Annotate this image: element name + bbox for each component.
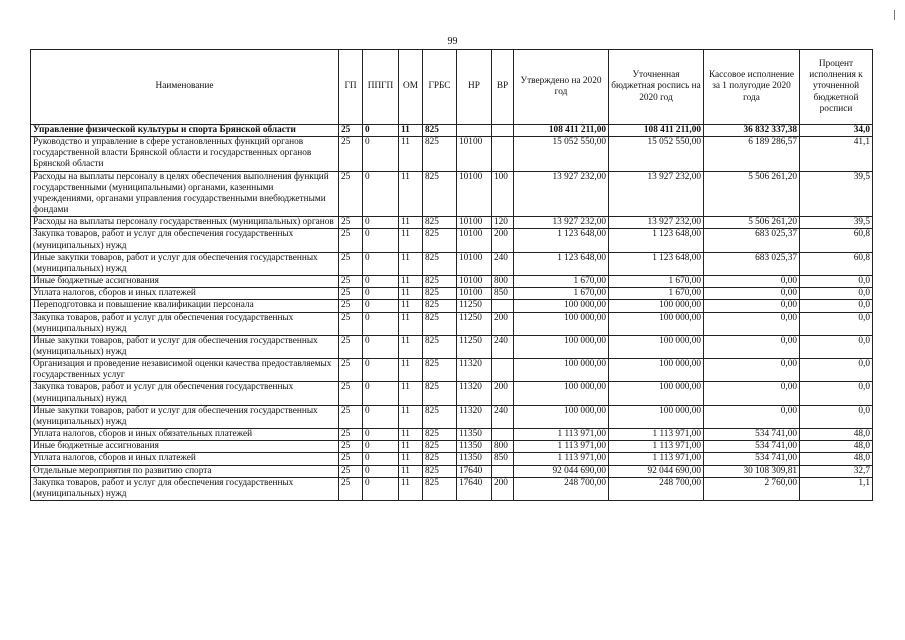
row-vr [492, 429, 514, 441]
row-approved: 1 123 648,00 [514, 229, 609, 252]
row-np: 10100 [457, 276, 492, 288]
row-cash: 36 832 337,38 [704, 125, 800, 137]
row-vr: 200 [492, 477, 514, 500]
row-gp: 25 [339, 252, 363, 275]
header-refined: Уточненная бюджетная роспись на 2020 год [609, 50, 704, 125]
header-name: Наименование [31, 50, 339, 125]
row-grbs: 825 [423, 453, 457, 465]
row-om: 11 [399, 359, 423, 382]
row-name: Руководство и управление в сфере установленных функций органов государственной власти Брянской области и государственных органов Брянской области [31, 137, 339, 171]
row-name: Иные бюджетные ассигнования [31, 276, 339, 288]
row-om: 11 [399, 405, 423, 428]
row-grbs: 825 [423, 137, 457, 171]
row-ppgp: 0 [363, 252, 399, 275]
row-refined: 100 000,00 [609, 300, 704, 312]
row-name: Расходы на выплаты персоналу государственных (муниципальных) органов [31, 217, 339, 229]
row-vr [492, 359, 514, 382]
row-om: 11 [399, 171, 423, 217]
row-name: Закупка товаров, работ и услуг для обеспечения государственных (муниципальных) нужд [31, 229, 339, 252]
row-np: 11250 [457, 312, 492, 335]
row-np: 10100 [457, 288, 492, 300]
row-percent: 48,0 [800, 453, 873, 465]
row-np [457, 125, 492, 137]
row-refined: 15 052 550,00 [609, 137, 704, 171]
row-cash: 534 741,00 [704, 453, 800, 465]
table-row [31, 252, 873, 275]
row-ppgp: 0 [363, 288, 399, 300]
row-grbs: 825 [423, 312, 457, 335]
row-om: 11 [399, 312, 423, 335]
row-np: 11320 [457, 359, 492, 382]
row-cash: 534 741,00 [704, 429, 800, 441]
row-gp: 25 [339, 276, 363, 288]
row-approved: 100 000,00 [514, 382, 609, 405]
row-vr: 240 [492, 405, 514, 428]
row-np: 10100 [457, 137, 492, 171]
row-om: 11 [399, 453, 423, 465]
row-ppgp: 0 [363, 229, 399, 252]
table-row [31, 382, 873, 405]
row-vr: 850 [492, 288, 514, 300]
row-np: 17640 [457, 477, 492, 500]
row-cash: 0,00 [704, 276, 800, 288]
table-row [31, 288, 873, 300]
row-gp: 25 [339, 288, 363, 300]
row-vr: 800 [492, 276, 514, 288]
header-om: ОМ [399, 50, 423, 125]
row-om: 11 [399, 465, 423, 477]
row-np: 17640 [457, 465, 492, 477]
row-grbs: 825 [423, 405, 457, 428]
row-ppgp: 0 [363, 312, 399, 335]
row-name: Управление физической культуры и спорта Брянской области [31, 125, 339, 137]
row-name: Переподготовка и повышение квалификации персонала [31, 300, 339, 312]
row-ppgp: 0 [363, 171, 399, 217]
row-cash: 6 189 286,57 [704, 137, 800, 171]
row-om: 11 [399, 382, 423, 405]
row-gp: 25 [339, 405, 363, 428]
row-om: 11 [399, 300, 423, 312]
row-approved: 92 044 690,00 [514, 465, 609, 477]
row-np: 11250 [457, 335, 492, 358]
row-percent: 0,0 [800, 335, 873, 358]
row-ppgp: 0 [363, 335, 399, 358]
table-header-row [31, 50, 873, 125]
row-percent: 32,7 [800, 465, 873, 477]
row-percent: 48,0 [800, 429, 873, 441]
row-ppgp: 0 [363, 217, 399, 229]
row-grbs: 825 [423, 217, 457, 229]
row-grbs: 825 [423, 288, 457, 300]
header-gp: ГП [339, 50, 363, 125]
row-percent: 0,0 [800, 405, 873, 428]
row-cash: 2 760,00 [704, 477, 800, 500]
row-cash: 0,00 [704, 300, 800, 312]
row-percent: 41,1 [800, 137, 873, 171]
row-approved: 1 670,00 [514, 276, 609, 288]
row-approved: 108 411 211,00 [514, 125, 609, 137]
row-approved: 13 927 232,00 [514, 217, 609, 229]
row-approved: 100 000,00 [514, 405, 609, 428]
row-grbs: 825 [423, 229, 457, 252]
row-refined: 100 000,00 [609, 335, 704, 358]
row-refined: 1 670,00 [609, 288, 704, 300]
row-om: 11 [399, 125, 423, 137]
row-refined: 1 113 971,00 [609, 429, 704, 441]
row-vr [492, 125, 514, 137]
row-gp: 25 [339, 335, 363, 358]
row-np: 11250 [457, 300, 492, 312]
row-grbs: 825 [423, 441, 457, 453]
row-refined: 1 123 648,00 [609, 229, 704, 252]
row-name: Закупка товаров, работ и услуг для обеспечения государственных (муниципальных) нужд [31, 382, 339, 405]
row-ppgp: 0 [363, 405, 399, 428]
row-gp: 25 [339, 217, 363, 229]
row-gp: 25 [339, 453, 363, 465]
row-approved: 1 113 971,00 [514, 429, 609, 441]
row-percent: 60,8 [800, 229, 873, 252]
row-gp: 25 [339, 137, 363, 171]
row-cash: 0,00 [704, 288, 800, 300]
row-percent: 60,8 [800, 252, 873, 275]
row-grbs: 825 [423, 300, 457, 312]
row-percent: 0,0 [800, 382, 873, 405]
row-grbs: 825 [423, 465, 457, 477]
table-row [31, 312, 873, 335]
row-gp: 25 [339, 382, 363, 405]
row-refined: 1 123 648,00 [609, 252, 704, 275]
row-np: 11320 [457, 382, 492, 405]
row-approved: 100 000,00 [514, 300, 609, 312]
row-gp: 25 [339, 441, 363, 453]
row-gp: 25 [339, 171, 363, 217]
page-number: 99 [447, 36, 458, 47]
row-ppgp: 0 [363, 137, 399, 171]
row-name: Иные закупки товаров, работ и услуг для обеспечения государственных (муниципальных) нужд [31, 252, 339, 275]
row-ppgp: 0 [363, 477, 399, 500]
row-om: 11 [399, 276, 423, 288]
row-gp: 25 [339, 359, 363, 382]
row-ppgp: 0 [363, 465, 399, 477]
row-approved: 248 700,00 [514, 477, 609, 500]
row-om: 11 [399, 335, 423, 358]
row-vr: 800 [492, 441, 514, 453]
row-cash: 683 025,37 [704, 229, 800, 252]
row-percent: 0,0 [800, 359, 873, 382]
row-grbs: 825 [423, 276, 457, 288]
row-om: 11 [399, 137, 423, 171]
row-name: Отдельные мероприятия по развитию спорта [31, 465, 339, 477]
row-refined: 1 670,00 [609, 276, 704, 288]
row-gp: 25 [339, 229, 363, 252]
row-gp: 25 [339, 312, 363, 335]
row-gp: 25 [339, 125, 363, 137]
table-row [31, 477, 873, 500]
row-vr: 200 [492, 312, 514, 335]
row-cash: 0,00 [704, 312, 800, 335]
table-row [31, 125, 873, 137]
row-refined: 13 927 232,00 [609, 217, 704, 229]
table-row [31, 276, 873, 288]
row-om: 11 [399, 229, 423, 252]
header-approved: Утверждено на 2020 год [514, 50, 609, 125]
row-om: 11 [399, 477, 423, 500]
table-row [31, 137, 873, 171]
table-row [31, 429, 873, 441]
header-ppgp: ППГП [363, 50, 399, 125]
row-refined: 100 000,00 [609, 382, 704, 405]
row-np: 10100 [457, 252, 492, 275]
row-refined: 100 000,00 [609, 359, 704, 382]
row-refined: 1 113 971,00 [609, 441, 704, 453]
row-cash: 683 025,37 [704, 252, 800, 275]
header-percent: Процент исполнения к уточненной бюджетной росписи [800, 50, 873, 125]
row-np: 11350 [457, 453, 492, 465]
row-refined: 100 000,00 [609, 312, 704, 335]
table-row [31, 453, 873, 465]
row-approved: 100 000,00 [514, 359, 609, 382]
row-vr: 100 [492, 171, 514, 217]
row-percent: 1,1 [800, 477, 873, 500]
row-np: 11320 [457, 405, 492, 428]
row-percent: 0,0 [800, 276, 873, 288]
row-name: Уплата налогов, сборов и иных платежей [31, 453, 339, 465]
row-cash: 0,00 [704, 382, 800, 405]
row-grbs: 825 [423, 252, 457, 275]
row-name: Закупка товаров, работ и услуг для обеспечения государственных (муниципальных) нужд [31, 312, 339, 335]
row-ppgp: 0 [363, 125, 399, 137]
row-percent: 0,0 [800, 312, 873, 335]
row-grbs: 825 [423, 429, 457, 441]
row-om: 11 [399, 217, 423, 229]
row-approved: 15 052 550,00 [514, 137, 609, 171]
table-row [31, 300, 873, 312]
row-refined: 100 000,00 [609, 405, 704, 428]
row-ppgp: 0 [363, 429, 399, 441]
row-np: 11350 [457, 441, 492, 453]
header-vr: ВР [492, 50, 514, 125]
row-gp: 25 [339, 429, 363, 441]
row-approved: 13 927 232,00 [514, 171, 609, 217]
row-approved: 1 123 648,00 [514, 252, 609, 275]
row-vr: 240 [492, 335, 514, 358]
row-name: Закупка товаров, работ и услуг для обеспечения государственных (муниципальных) нужд [31, 477, 339, 500]
row-name: Расходы на выплаты персоналу в целях обеспечения выполнения функций государственными (муниципальными) органами, казенными учреждениями, органами управления государственными внебюджетными фондами [31, 171, 339, 217]
row-cash: 5 506 261,20 [704, 217, 800, 229]
row-vr: 240 [492, 252, 514, 275]
row-vr [492, 300, 514, 312]
row-om: 11 [399, 288, 423, 300]
row-ppgp: 0 [363, 276, 399, 288]
table-row [31, 441, 873, 453]
scan-edge-mark [894, 10, 895, 20]
row-name: Организация и проведение независимой оценки качества предоставляемых государственных услуг [31, 359, 339, 382]
row-cash: 0,00 [704, 405, 800, 428]
row-refined: 108 411 211,00 [609, 125, 704, 137]
row-ppgp: 0 [363, 382, 399, 405]
table-row [31, 171, 873, 217]
row-gp: 25 [339, 465, 363, 477]
table-row [31, 217, 873, 229]
row-percent: 39,5 [800, 171, 873, 217]
row-name: Уплата налогов, сборов и иных платежей [31, 288, 339, 300]
row-om: 11 [399, 441, 423, 453]
table-row [31, 335, 873, 358]
row-ppgp: 0 [363, 453, 399, 465]
row-name: Иные закупки товаров, работ и услуг для обеспечения государственных (муниципальных) нужд [31, 405, 339, 428]
row-refined: 13 927 232,00 [609, 171, 704, 217]
row-grbs: 825 [423, 171, 457, 217]
row-name: Иные бюджетные ассигнования [31, 441, 339, 453]
header-grbs: ГРБС [423, 50, 457, 125]
budget-execution-table [30, 49, 873, 501]
row-vr: 200 [492, 229, 514, 252]
row-refined: 1 113 971,00 [609, 453, 704, 465]
row-percent: 34,0 [800, 125, 873, 137]
row-vr [492, 465, 514, 477]
row-cash: 5 506 261,20 [704, 171, 800, 217]
row-approved: 1 113 971,00 [514, 453, 609, 465]
row-vr [492, 137, 514, 171]
row-cash: 0,00 [704, 359, 800, 382]
table-row [31, 359, 873, 382]
row-grbs: 825 [423, 382, 457, 405]
row-gp: 25 [339, 300, 363, 312]
row-ppgp: 0 [363, 359, 399, 382]
row-approved: 100 000,00 [514, 335, 609, 358]
row-percent: 0,0 [800, 300, 873, 312]
header-np: НР [457, 50, 492, 125]
row-approved: 1 670,00 [514, 288, 609, 300]
row-ppgp: 0 [363, 441, 399, 453]
row-np: 11350 [457, 429, 492, 441]
row-approved: 1 113 971,00 [514, 441, 609, 453]
row-grbs: 825 [423, 125, 457, 137]
row-grbs: 825 [423, 359, 457, 382]
row-approved: 100 000,00 [514, 312, 609, 335]
table-row [31, 229, 873, 252]
row-cash: 0,00 [704, 335, 800, 358]
row-grbs: 825 [423, 477, 457, 500]
row-cash: 534 741,00 [704, 441, 800, 453]
row-cash: 30 108 309,81 [704, 465, 800, 477]
row-om: 11 [399, 252, 423, 275]
row-name: Уплата налогов, сборов и иных обязательных платежей [31, 429, 339, 441]
row-vr: 120 [492, 217, 514, 229]
row-gp: 25 [339, 477, 363, 500]
row-om: 11 [399, 429, 423, 441]
table-row [31, 405, 873, 428]
row-vr: 200 [492, 382, 514, 405]
row-ppgp: 0 [363, 300, 399, 312]
row-np: 10100 [457, 229, 492, 252]
row-np: 10100 [457, 171, 492, 217]
row-grbs: 825 [423, 335, 457, 358]
row-percent: 39,5 [800, 217, 873, 229]
row-np: 10100 [457, 217, 492, 229]
table-row [31, 465, 873, 477]
row-percent: 0,0 [800, 288, 873, 300]
row-refined: 248 700,00 [609, 477, 704, 500]
row-refined: 92 044 690,00 [609, 465, 704, 477]
row-vr: 850 [492, 453, 514, 465]
row-percent: 48,0 [800, 441, 873, 453]
row-name: Иные закупки товаров, работ и услуг для обеспечения государственных (муниципальных) нужд [31, 335, 339, 358]
header-cash: Кассовое исполнение за 1 полугодие 2020 года [704, 50, 800, 125]
